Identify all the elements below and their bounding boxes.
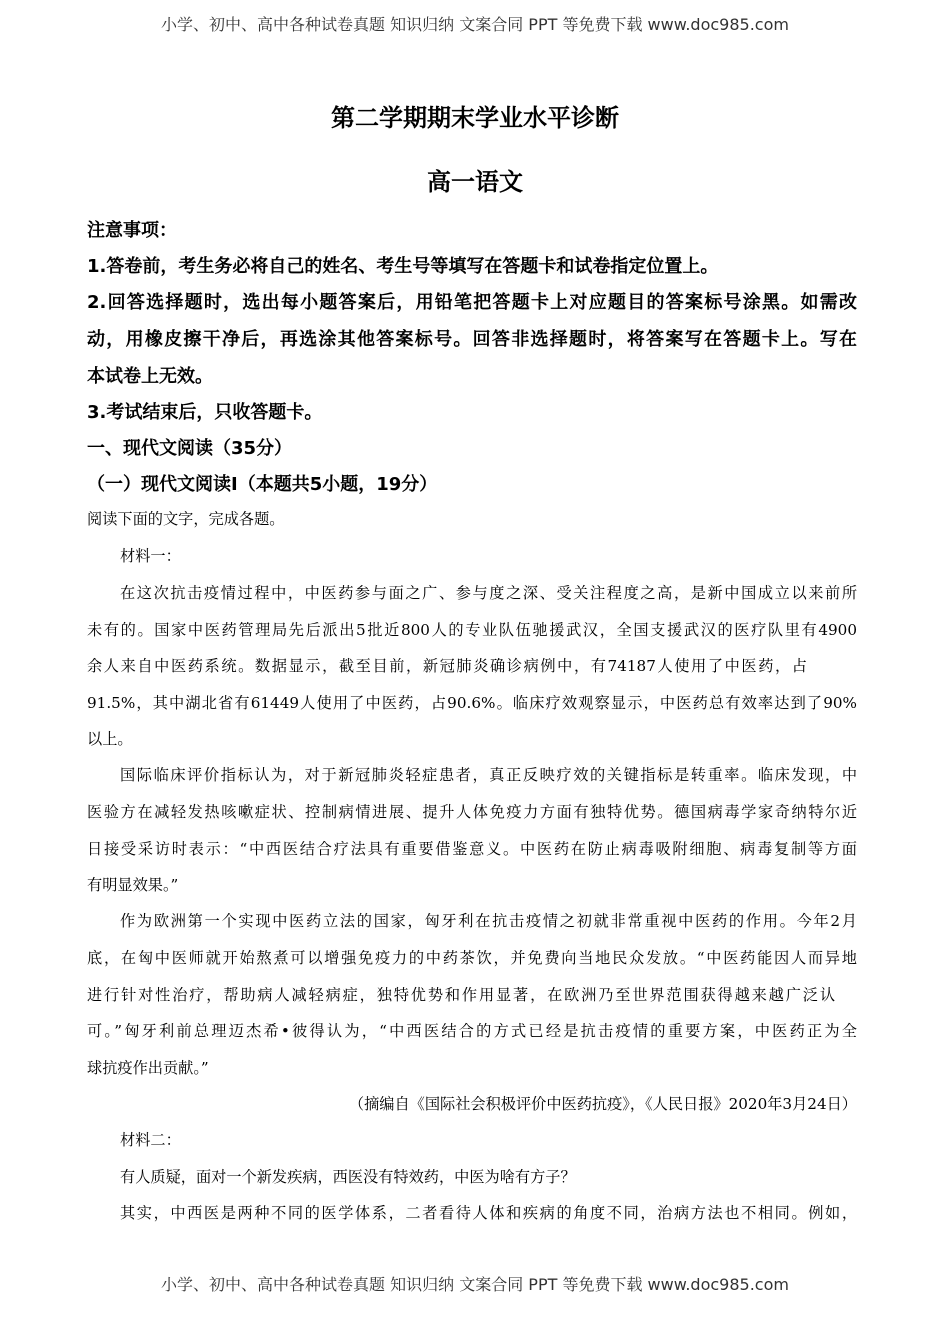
material-1-p2-line-1: 国际临床评价指标认为，对于新冠肺炎轻症患者，真正反映疗效的关键指标是转重率。临床发现，中 [120,766,857,784]
material-1-p3-line-4: 可。”匈牙利前总理迈杰希•彼得认为，“中西医结合的方式已经是抗击疫情的重要方案，中医药正为全 [87,1022,857,1040]
material-1-p1-line-1: 在这次抗击疫情过程中，中医药参与面之广、参与度之深、受关注程度之高，是新中国成立以来前所 [120,584,857,602]
notice-item-2-line-3: 本试卷上无效。 [87,366,213,387]
notice-item-2-line-1: 2.回答选择题时，选出每小题答案后，用铅笔把答题卡上对应题目的答案标号涂黑。如需改 [87,292,857,313]
reading-instruction: 阅读下面的文字，完成各题。 [87,510,285,528]
page-header-banner: 小学、初中、高中各种试卷真题 知识归纳 文案合同 PPT 等免费下载 www.doc985.com [161,15,789,34]
exam-title: 第二学期期末学业水平诊断 [331,104,619,132]
material-1-p1-line-3: 余人来自中医药系统。数据显示，截至目前，新冠肺炎确诊病例中，有74187人使用了中医药，占 [87,657,807,675]
notice-heading: 注意事项： [87,220,177,241]
subsection-heading-reading-1: （一）现代文阅读Ⅰ（本题共5小题，19分） [87,474,438,495]
material-2-label: 材料二： [120,1131,181,1149]
notice-item-3: 3.考试结束后，只收答题卡。 [87,402,323,423]
material-1-label: 材料一： [120,547,181,565]
page-footer-banner: 小学、初中、高中各种试卷真题 知识归纳 文案合同 PPT 等免费下载 www.doc985.com [161,1275,789,1294]
section-heading-modern-reading: 一、现代文阅读（35分） [87,438,293,459]
material-1-p2-line-4: 有明显效果。” [87,876,179,894]
material-1-p2-line-2: 医验方在减轻发热咳嗽症状、控制病情进展、提升人体免疫力方面有独特优势。德国病毒学家奇纳特尔近 [87,803,857,821]
exam-subject: 高一语文 [427,168,523,196]
material-2-p2-line-1: 其实，中西医是两种不同的医学体系，二者看待人体和疾病的角度不同，治病方法也不相同。例如， [120,1204,857,1222]
material-1-source: （摘编自《国际社会积极评价中医药抗疫》，《人民日报》2020年3月24日） [348,1095,857,1113]
material-1-p1-line-2: 未有的。国家中医药管理局先后派出5批近800人的专业队伍驰援武汉，全国支援武汉的医疗队里有4900 [87,621,857,639]
notice-item-2-line-2: 动，用橡皮擦干净后，再选涂其他答案标号。回答非选择题时，将答案写在答题卡上。写在 [87,329,857,350]
material-1-p2-line-3: 日接受采访时表示：“中西医结合疗法具有重要借鉴意义。中医药在防止病毒吸附细胞、病毒复制等方面 [87,840,857,858]
material-1-p3-line-1: 作为欧洲第一个实现中医药立法的国家，匈牙利在抗击疫情之初就非常重视中医药的作用。今年2月 [120,912,857,930]
material-1-p1-line-5: 以上。 [87,730,133,748]
material-2-p1: 有人质疑，面对一个新发疾病，西医没有特效药，中医为啥有方子？ [120,1168,576,1186]
material-1-p3-line-5: 球抗疫作出贡献。” [87,1059,209,1077]
notice-item-1: 1.答卷前，考生务必将自己的姓名、考生号等填写在答题卡和试卷指定位置上。 [87,256,719,277]
material-1-p3-line-3: 进行针对性治疗，帮助病人减轻病症，独特优势和作用显著，在欧洲乃至世界范围获得越来越广泛认 [87,986,835,1004]
material-1-p1-line-4: 91.5%，其中湖北省有61449人使用了中医药，占90.6%。临床疗效观察显示，中医药总有效率达到了90% [87,694,857,712]
material-1-p3-line-2: 底，在匈中医师就开始熬煮可以增强免疫力的中药茶饮，并免费向当地民众发放。“中医药能因人而异地 [87,949,857,967]
